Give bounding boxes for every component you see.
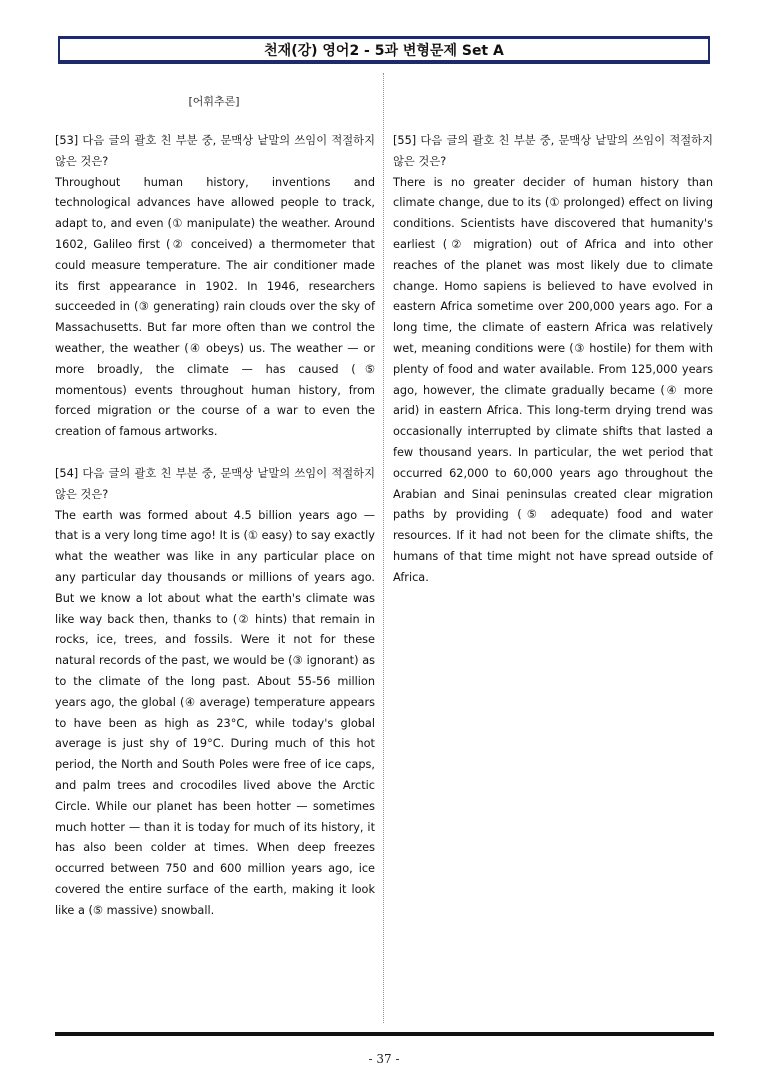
question-53-prompt: [53] 다음 글의 괄호 친 부분 중, 문맥상 낱말의 쓰임이 적절하지 않은 것은?: [55, 134, 375, 168]
footer-rule: [55, 1032, 714, 1036]
question-54-passage: The earth was formed about 4.5 billion years ago — that is a very long time ago! It is (① easy) to say exactly what the weather was like in any particular place on any particular day thousands or millions of years ago. But we know a lot about what the earth's climate was like way back then, thanks to (② hints) that remain in rocks, ice, trees, and fossils. Were it not for these natural records of the past, we would be (③ ignorant) as to the climate of the long past. About 55-56 million years ago, the global (④ average) temperature appears to have been as high as 23°C, while today's global average is just shy of 19°C. During much of this hot period, the North and South Poles were free of ice caps, and palm trees and crocodiles lived above the Arctic Circle. While our planet has been hotter — sometimes much hotter — than it is today for much of its history, it has also been colder at times. When deep freezes occurred between 750 and 600 million years ago, ice covered the entire surface of the earth, making it look like a (⑤ massive) snowball.: [55, 508, 375, 917]
question-54-prompt: [54] 다음 글의 괄호 친 부분 중, 문맥상 낱말의 쓰임이 적절하지 않은 것은?: [55, 466, 375, 501]
left-column: [55, 131, 375, 921]
question-55-prompt: [55] 다음 글의 괄호 친 부분 중, 문맥상 낱말의 쓰임이 적절하지 않은 것은?: [393, 134, 713, 168]
page-title: 천재(강) 영어2 - 5과 변형문제 Set A: [264, 42, 504, 59]
right-column: [393, 131, 713, 589]
page-number: - 37 -: [368, 1052, 400, 1066]
section-label: [어휘추론]: [188, 95, 240, 108]
question-55-passage: There is no greater decider of human history than climate change, due to its (① prolonged) effect on living conditions. Scientists have discovered that humanity's earliest (② migration) out of Africa and into other reaches of the planet was most likely due to climate change. Homo sapiens is believed to have evolved in eastern Africa sometime over 200,000 years ago. For a long time, the climate of eastern Africa was relatively wet, meaning conditions were (③ hostile) for them with plenty of food and water available. From 125,000 years ago, however, the climate gradually became (④ more arid) in eastern Africa. This long-term drying trend was occasionally interrupted by climate shifts that lasted a few thousand years. In particular, the wet period that occurred 62,000 to 60,000 years ago throughout the Arabian and Sinai peninsulas created clear migration paths by providing (⑤ adequate) food and water resources. If it had not been for the climate shifts, the humans of that time might not have spread outside of Africa.: [393, 175, 713, 584]
question-55: [393, 131, 713, 589]
column-divider: [383, 73, 384, 1023]
question-54: [55, 464, 375, 922]
page-title-box: [58, 36, 710, 64]
question-53-passage: Throughout human history, inventions and technological advances have allowed people to track, adapt to, and even (① manipulate) the weather. Around 1602, Galileo first (② conceived) a thermometer that could measure temperature. The air conditioner made its first appearance in 1902. In 1946, researchers succeeded in (③ generating) rain clouds over the sky of Massachusetts. But far more often than we control the weather, the weather (④ obeys) us. The weather — or more broadly, the climate — has caused (⑤ momentous) events throughout human history, from forced migration or the course of a war to even the creation of famous artworks.: [55, 175, 375, 439]
question-53: [55, 131, 375, 443]
